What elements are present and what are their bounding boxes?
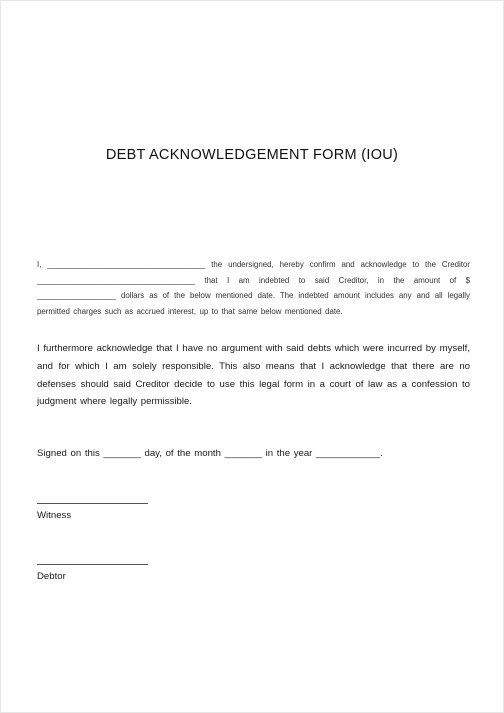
responsibility-paragraph: I furthermore acknowledge that I have no argument with said debts which were incurred by myself, and for which I am solely responsible. This also means that I acknowledge that there are no defenses should said Creditor decide to use this legal form in a court of law as a confession to judgment where legally permissible. — [37, 343, 470, 408]
debtor-signature-line — [37, 564, 148, 565]
witness-signature-line — [37, 503, 148, 504]
acknowledgement-paragraph: I, ____________________________________ the undersigned, hereby confirm and acknowledge to the Creditor ____________________________________ that I am indebted to said Creditor, in the amount of $ __________________ dollars as of the below mentioned date. The indebted amount includes any and all legally permitted charges such as accrued interest, up to that same below mentioned date. — [37, 260, 470, 316]
document-title: DEBT ACKNOWLEDGEMENT FORM (IOU) — [105, 147, 399, 163]
signed-date-line: Signed on this _______ day, of the month _______ in the year ____________. — [37, 448, 383, 459]
witness-label: Witness — [37, 510, 72, 521]
debtor-label: Debtor — [37, 571, 66, 582]
